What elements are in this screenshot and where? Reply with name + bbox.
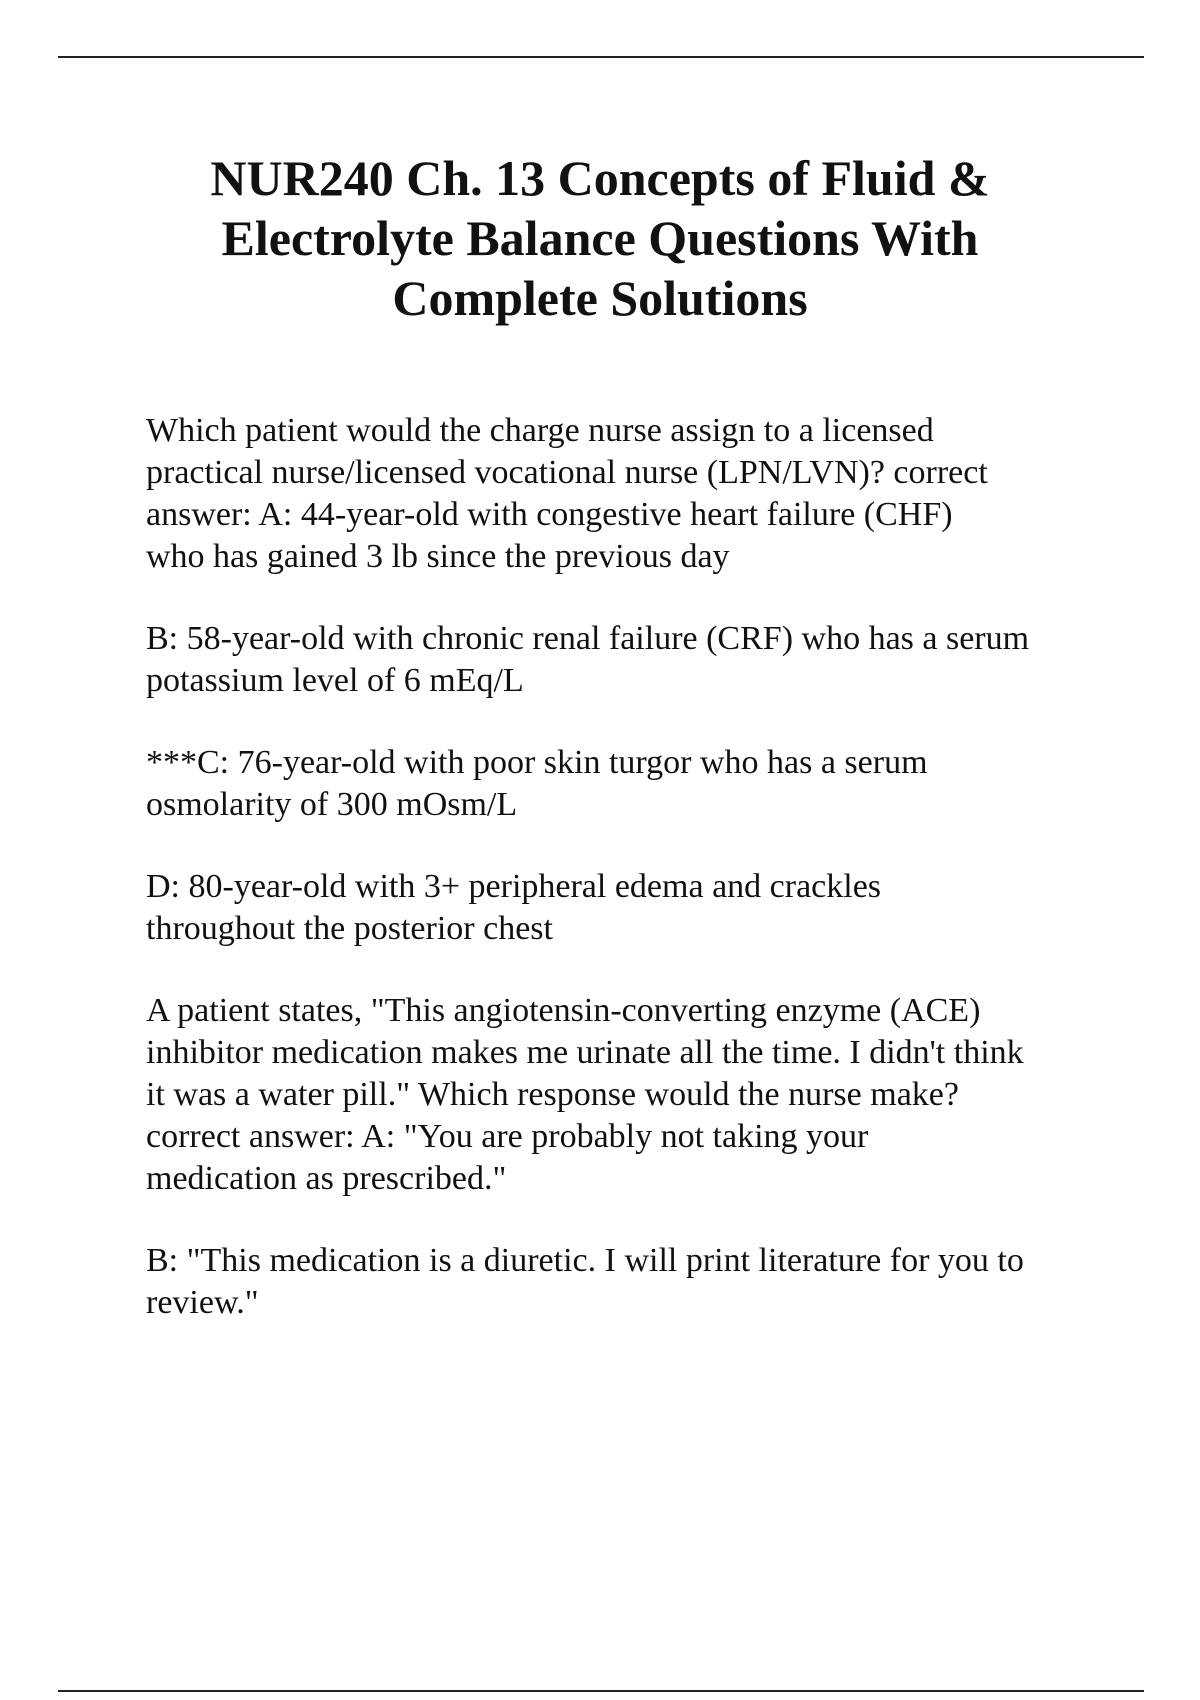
text-line: D: 80-year-old with 3+ peripheral edema and crackles xyxy=(146,868,882,905)
text-line: throughout the posterior chest xyxy=(146,910,553,947)
text-line: inhibitor medication makes me urinate all the time. I didn't think xyxy=(146,1034,1024,1071)
document-body xyxy=(146,410,1106,1364)
text-line: who has gained 3 lb since the previous day xyxy=(146,538,730,575)
question-1-option-b xyxy=(146,618,1106,702)
top-rule xyxy=(58,56,1144,58)
text-line: B: "This medication is a diuretic. I will print literature for you to xyxy=(146,1242,1024,1279)
title-line: NUR240 Ch. 13 Concepts of Fluid & xyxy=(210,150,990,206)
text-line: ***C: 76-year-old with poor skin turgor who has a serum xyxy=(146,744,928,781)
text-line: A patient states, "This angiotensin-converting enzyme (ACE) xyxy=(146,992,981,1029)
bottom-rule xyxy=(58,1690,1144,1692)
question-2-option-b xyxy=(146,1240,1106,1324)
text-line: Which patient would the charge nurse assign to a licensed xyxy=(146,412,934,449)
question-1-stem-option-a xyxy=(146,410,1106,578)
text-line: practical nurse/licensed vocational nurse (LPN/LVN)? correct xyxy=(146,454,988,491)
text-line: osmolarity of 300 mOsm/L xyxy=(146,786,518,823)
title-line: Complete Solutions xyxy=(392,270,808,326)
text-line: answer: A: 44-year-old with congestive heart failure (CHF) xyxy=(146,496,953,533)
text-line: medication as prescribed." xyxy=(146,1160,507,1197)
text-line: B: 58-year-old with chronic renal failure (CRF) who has a serum xyxy=(146,620,1030,657)
question-1-option-d xyxy=(146,866,1106,950)
title-line: Electrolyte Balance Questions With xyxy=(221,210,979,266)
text-line: correct answer: A: "You are probably not taking your xyxy=(146,1118,869,1155)
document-title xyxy=(150,148,1050,328)
text-line: review." xyxy=(146,1284,259,1321)
question-2-stem-option-a xyxy=(146,990,1106,1200)
question-1-option-c xyxy=(146,742,1106,826)
text-line: it was a water pill." Which response would the nurse make? xyxy=(146,1076,959,1113)
text-line: potassium level of 6 mEq/L xyxy=(146,662,524,699)
